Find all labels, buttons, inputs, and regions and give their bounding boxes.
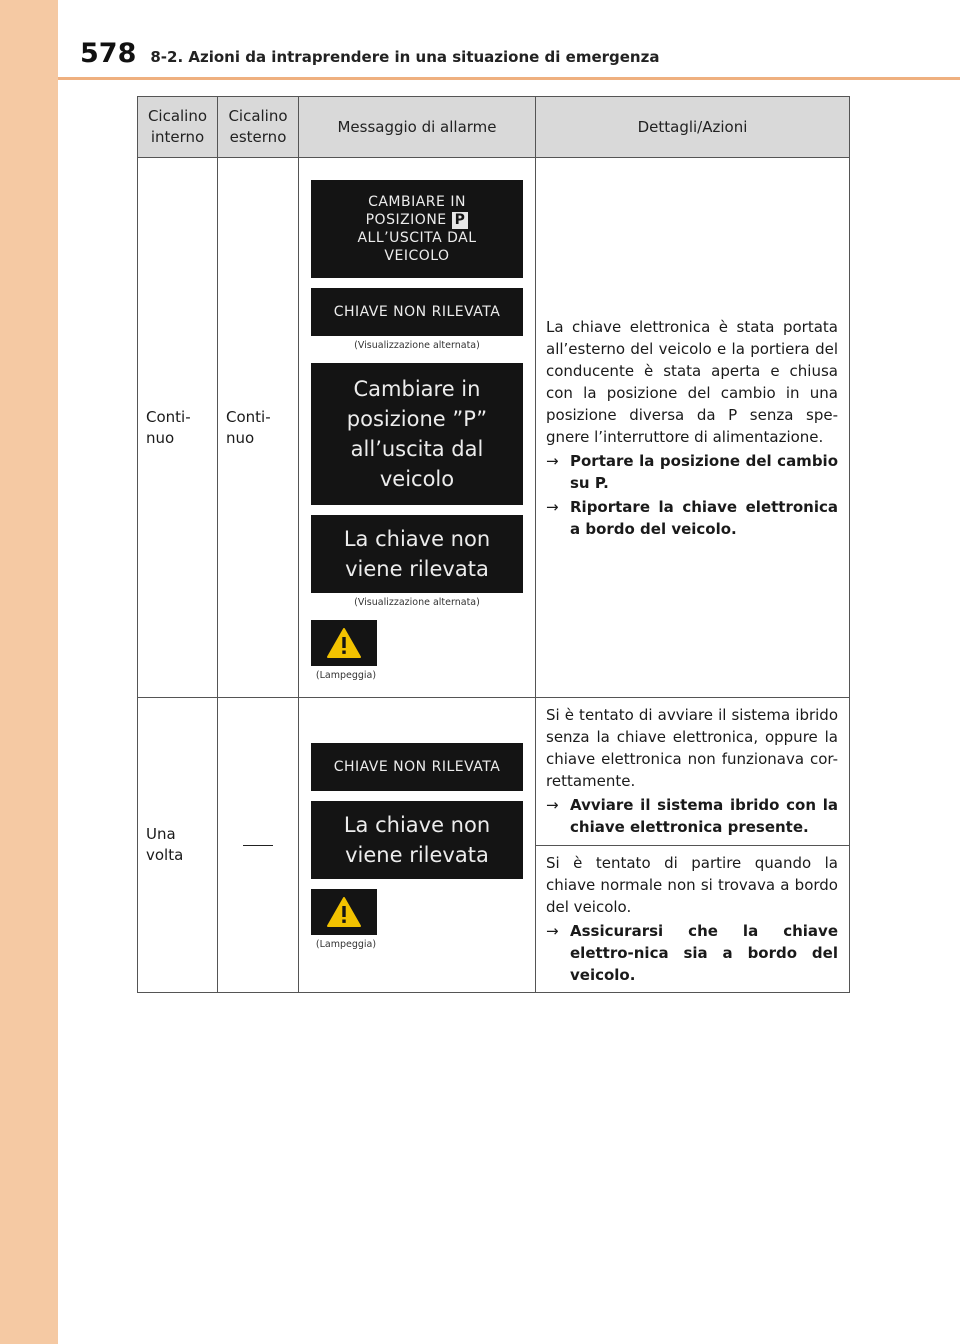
message-cell bbox=[299, 698, 536, 993]
detail-text: Si è tentato di avviare il sistema ibrido senza la chiave elettronica, oppure la chiave elettronica non funzionava cor-rettamente. bbox=[546, 706, 838, 790]
external-beep-value: Conti- nuo bbox=[226, 407, 271, 447]
display-line: ALL’USCITA DAL VEICOLO bbox=[357, 230, 477, 264]
external-beep-cell bbox=[218, 698, 299, 993]
p-position-badge: P bbox=[452, 212, 469, 229]
table-row bbox=[138, 158, 850, 698]
header-details: Dettagli/Azioni bbox=[536, 97, 850, 158]
action-item bbox=[546, 920, 838, 986]
header-rule bbox=[58, 77, 960, 80]
action-item bbox=[546, 496, 838, 540]
header-internal-beep: Cicalino interno bbox=[138, 97, 218, 158]
section-title: 8-2. Azioni da intraprendere in una situazione di emergenza bbox=[150, 48, 660, 66]
warning-light bbox=[311, 889, 377, 935]
caption-alternate: (Visualizzazione alternata) bbox=[354, 597, 480, 608]
arrow-icon: → bbox=[546, 796, 559, 814]
details-cell bbox=[536, 698, 850, 846]
message-cell bbox=[299, 158, 536, 698]
details-cell bbox=[536, 158, 850, 698]
warning-light bbox=[311, 620, 377, 666]
caption-alternate: (Visualizzazione alternata) bbox=[354, 340, 480, 351]
arrow-icon: → bbox=[546, 922, 559, 940]
display-line: La chiave non viene rilevata bbox=[343, 527, 491, 581]
action-text: Portare la posizione del cambio su P. bbox=[570, 451, 838, 492]
details-cell bbox=[536, 846, 850, 993]
warning-triangle-icon bbox=[326, 627, 362, 659]
alarm-table bbox=[137, 96, 850, 993]
action-item bbox=[546, 794, 838, 838]
display-line: CHIAVE NON RILEVATA bbox=[333, 758, 501, 775]
external-beep-cell bbox=[218, 158, 299, 698]
detail-text: La chiave elettronica è stata portata all’esterno del veicolo e la portiera del conducente è stata aperta e chiusa con la posizione del cambio in una posizione diversa da P senza spe-gnere l’interruttore di alimentazione. bbox=[546, 317, 838, 446]
table-header-row bbox=[138, 97, 850, 158]
internal-beep-value: Conti- nuo bbox=[146, 407, 191, 447]
action-item bbox=[546, 450, 838, 494]
header-external-beep: Cicalino esterno bbox=[218, 97, 299, 158]
table-row bbox=[138, 698, 850, 846]
internal-beep-cell bbox=[138, 698, 218, 993]
display-shift-to-p-mixed bbox=[311, 363, 523, 505]
none-dash bbox=[243, 845, 273, 846]
caption-flashing: (Lampeggia) bbox=[315, 938, 377, 950]
arrow-icon: → bbox=[546, 497, 559, 516]
display-shift-to-p-upper bbox=[311, 180, 523, 278]
action-text: Riportare la chiave elettronica a bordo del veicolo. bbox=[570, 497, 838, 538]
detail-text: Si è tentato di partire quando la chiave normale non si trovava a bordo del veicolo. bbox=[546, 854, 838, 916]
side-color-band bbox=[0, 0, 58, 1344]
internal-beep-value: Una volta bbox=[146, 825, 184, 864]
internal-beep-cell bbox=[138, 158, 218, 698]
display-key-not-detected-upper bbox=[311, 288, 523, 336]
action-text: Avviare il sistema ibrido con la chiave elettronica presente. bbox=[570, 796, 838, 836]
warning-triangle-icon bbox=[326, 896, 362, 928]
display-line: Cambiare in posizione ”P” all’uscita dal veicolo bbox=[346, 377, 488, 491]
caption-flashing: (Lampeggia) bbox=[315, 670, 377, 681]
display-line: La chiave non viene rilevata bbox=[343, 812, 491, 867]
action-text: Assicurarsi che la chiave elettro-nica sia a bordo del veicolo. bbox=[570, 922, 838, 984]
display-key-not-detected-mixed bbox=[311, 515, 523, 593]
page-header bbox=[80, 38, 659, 69]
header-message: Messaggio di allarme bbox=[299, 97, 536, 158]
display-line: CAMBIARE IN POSIZIONE bbox=[365, 194, 466, 228]
display-key-not-detected-upper bbox=[311, 743, 523, 791]
display-line: CHIAVE NON RILEVATA bbox=[333, 304, 501, 320]
display-key-not-detected-mixed bbox=[311, 801, 523, 879]
arrow-icon: → bbox=[546, 451, 559, 470]
page-number: 578 bbox=[80, 38, 137, 69]
